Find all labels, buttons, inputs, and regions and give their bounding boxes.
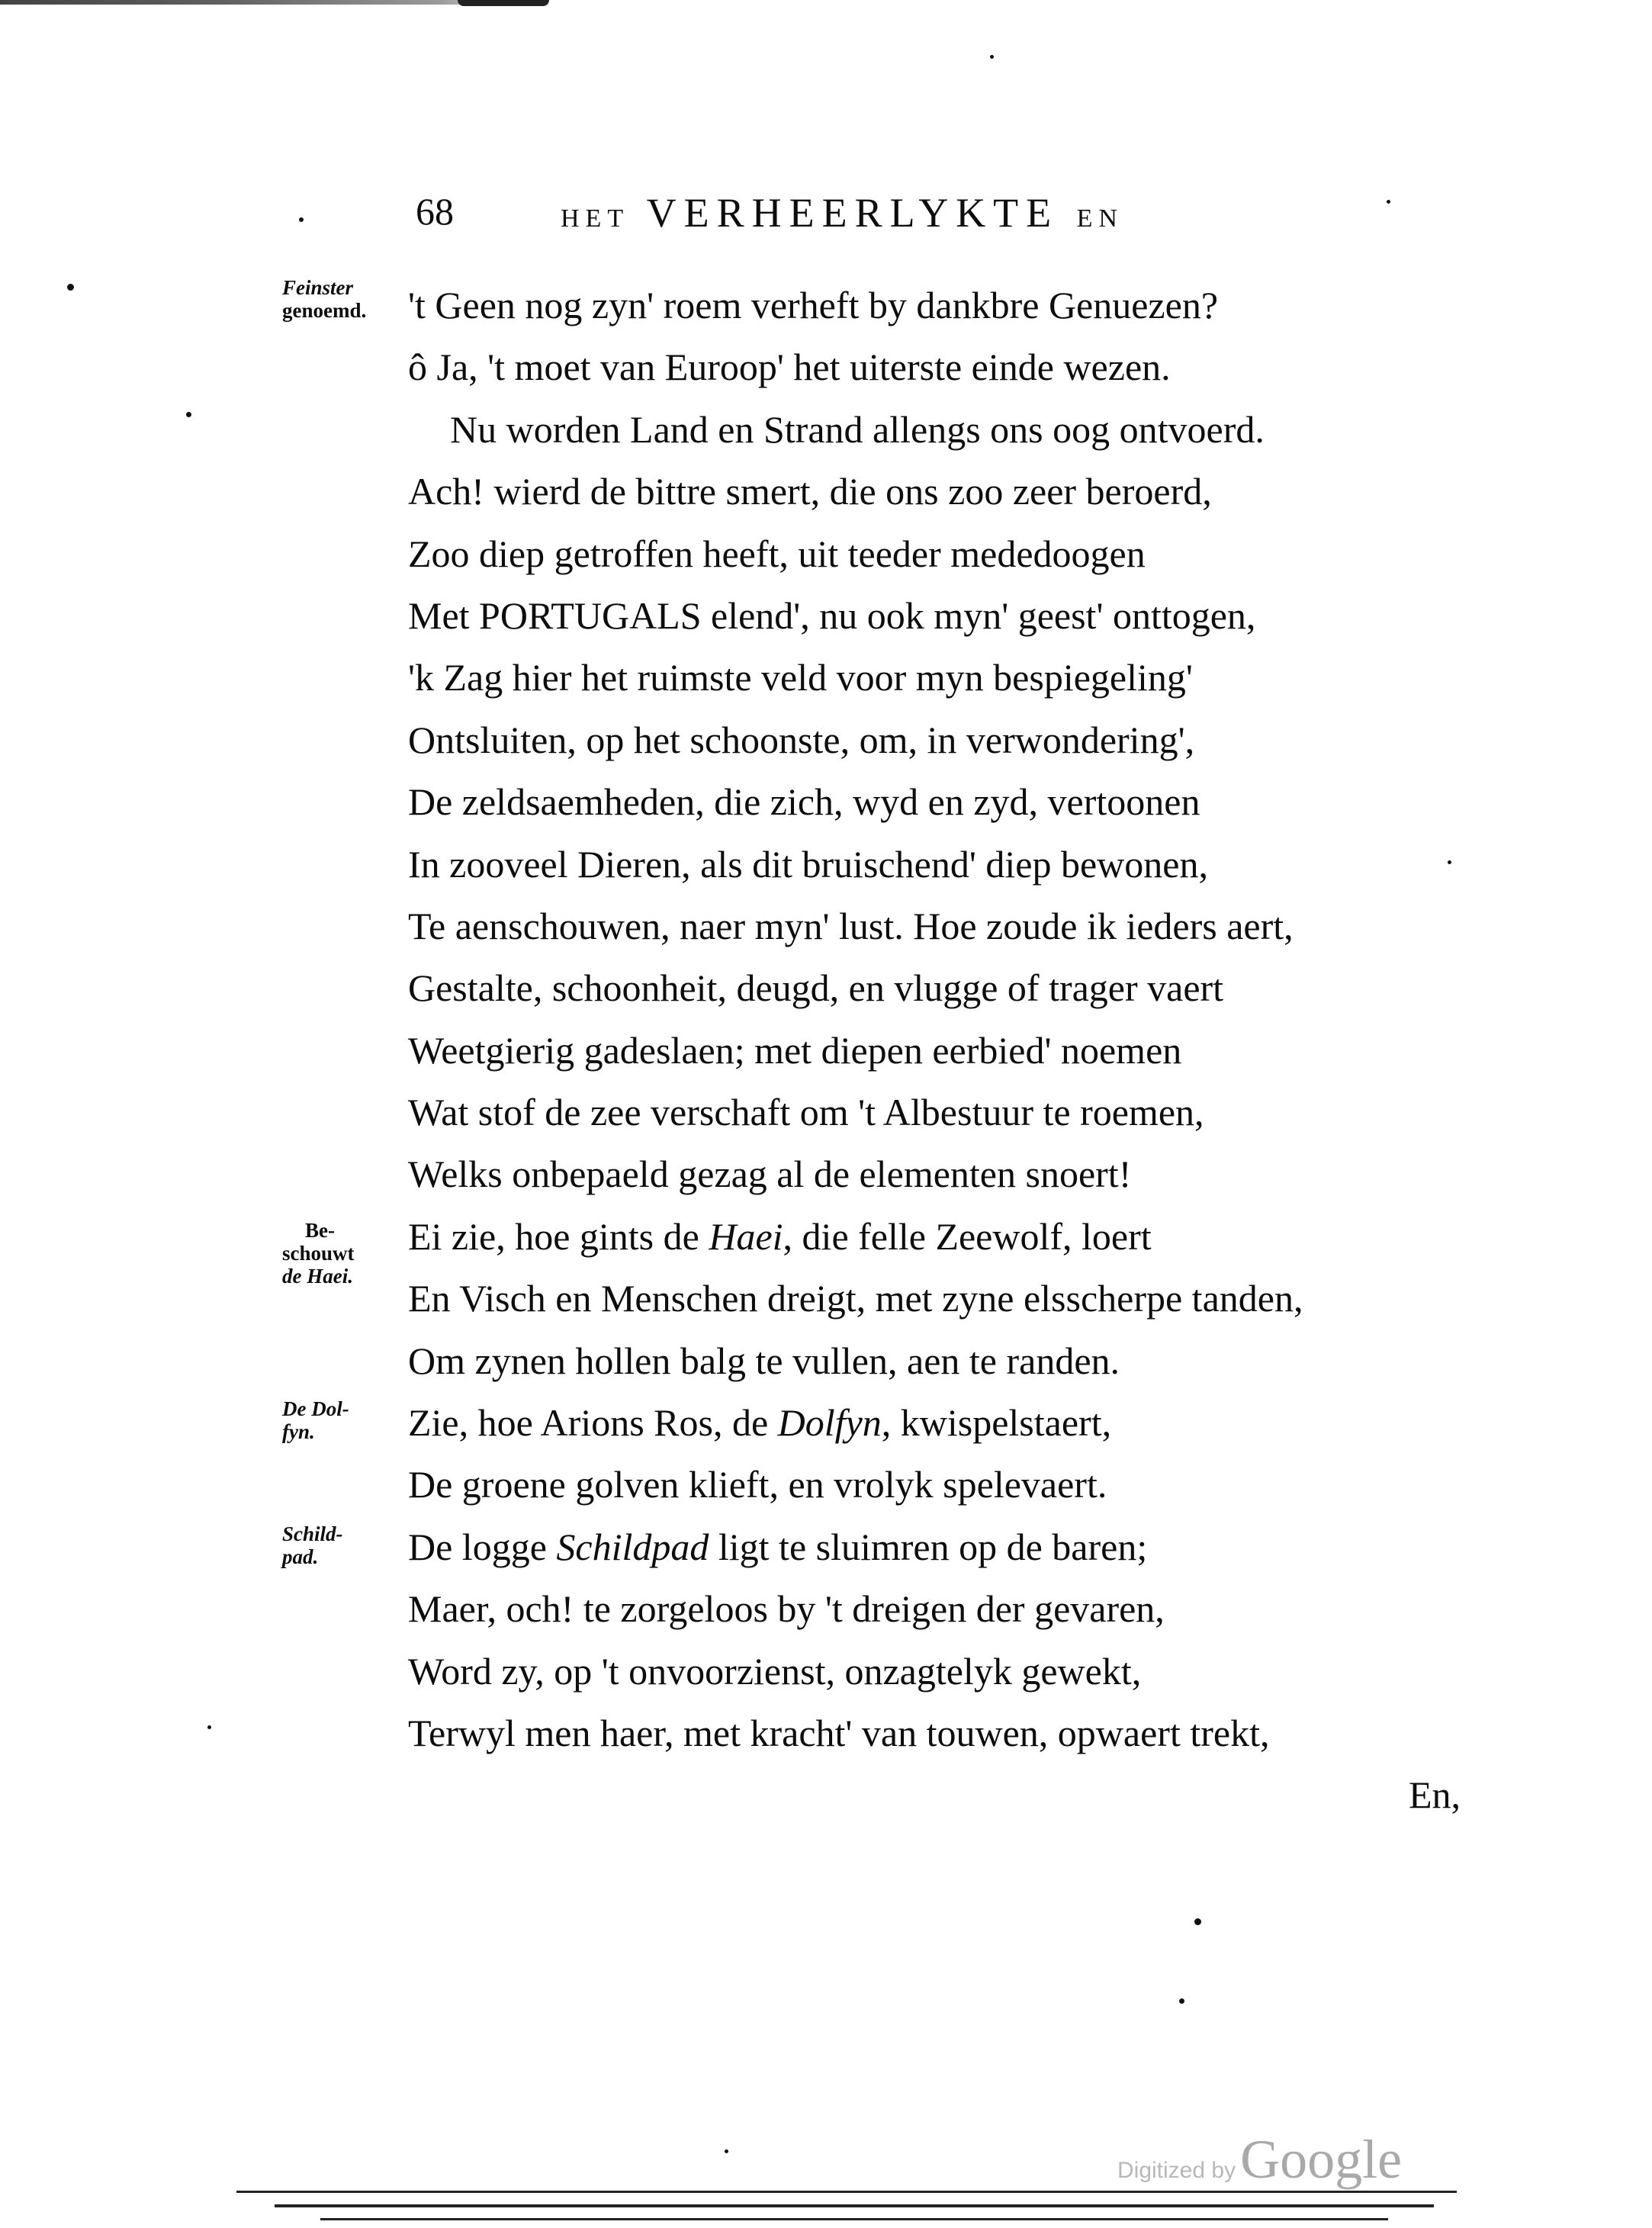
- marginal-note-line: Feinster: [282, 276, 354, 299]
- page-number: 68: [416, 190, 454, 233]
- scan-speck: [1194, 1918, 1201, 1925]
- marginal-note-haei: [282, 1219, 355, 1288]
- marginal-note-line: pad.: [282, 1545, 319, 1568]
- verse-text: De logge: [408, 1525, 557, 1568]
- verse-line: Weetgierig gadeslaen; met diepen eerbied' noemen: [408, 1028, 1182, 1072]
- verse-line: 'k Zag hier het ruimste veld voor myn bespiegeling': [408, 656, 1193, 699]
- scan-edge-bottom: [275, 2204, 1434, 2207]
- marginal-note-line: fyn.: [282, 1420, 315, 1443]
- verse-line: Word zy, op 't onvoorzienst, onzagtelyk gewekt,: [408, 1649, 1142, 1693]
- catchword: En,: [1408, 1773, 1461, 1817]
- scan-speck: [1448, 860, 1451, 864]
- verse-line: Ach! wierd de bittre smert, die ons zoo zeer beroerd,: [408, 470, 1212, 513]
- verse-text: Zie, hoe Arions Ros, de: [408, 1401, 778, 1445]
- verse-line: Te aenschouwen, naer myn' lust. Hoe zoude ik ieders aert,: [408, 904, 1294, 947]
- verse-line: Ontsluiten, op het schoonste, om, in verwondering',: [408, 718, 1195, 761]
- verse-line: Zoo diep getroffen heeft, uit teeder mededoogen: [408, 532, 1146, 575]
- verse-line: 't Geen nog zyn' roem verheft by dankbre Genuezen?: [408, 284, 1219, 326]
- marginal-note-line: schouwt: [282, 1242, 355, 1265]
- verse-line: Met PORTUGALS elend', nu ook myn' geest' onttogen,: [408, 593, 1256, 637]
- marginal-note-dolfyn: [282, 1397, 349, 1443]
- verse-line: Om zynen hollen balg te vullen, aen te randen.: [408, 1339, 1120, 1382]
- marginal-note-line: de Haei.: [282, 1265, 353, 1288]
- marginal-note-line: Be-: [305, 1219, 335, 1242]
- scan-speck: [299, 217, 304, 222]
- verse-line: [408, 1206, 1491, 1268]
- verse-text: , kwispelstaert,: [881, 1401, 1112, 1445]
- watermark-prefix: Digitized by: [1117, 2158, 1236, 2183]
- verse-line: Terwyl men haer, met kracht' van touwen, opwaert trekt,: [408, 1711, 1270, 1754]
- verse-line: ô Ja, 't moet van Euroop' het uiterste einde wezen.: [408, 346, 1171, 389]
- running-head-suffix: EN: [1076, 204, 1123, 233]
- verse-line: In zooveel Dieren, als dit bruischend' diep bewonen,: [408, 842, 1208, 886]
- scan-speck: [207, 1725, 211, 1729]
- verse-text: ligt te sluimren op de baren;: [709, 1525, 1148, 1568]
- verse-line: Maer, och! te zorgeloos by 't dreigen der gevaren,: [408, 1587, 1165, 1631]
- scan-speck: [1387, 200, 1390, 204]
- verse-italic: Haei: [709, 1214, 783, 1258]
- running-head-main: VERHEERLYKTE: [646, 190, 1059, 236]
- verse-line: Gestalte, schoonheit, deugd, en vlugge of trager vaert: [408, 966, 1224, 1010]
- verse-text: Ei zie, hoe gints de: [408, 1214, 709, 1258]
- marginal-note-line: Schild-: [282, 1522, 343, 1545]
- verse-line: Wat stof de zee verschaft om 't Albestuur te roemen,: [408, 1091, 1204, 1134]
- running-head-prefix: HET: [561, 204, 630, 233]
- marginal-note-line: De Dol-: [282, 1397, 349, 1420]
- marginal-note-feinster: [282, 276, 366, 322]
- verse-line: Nu worden Land en Strand allengs ons oog ontvoerd.: [450, 407, 1265, 451]
- scan-speck: [186, 412, 191, 417]
- running-head: [561, 189, 1123, 236]
- scan-speck: [1179, 1998, 1184, 2004]
- verse-line: [408, 1392, 1491, 1454]
- verse-text: , die felle Zeewolf, loert: [783, 1214, 1152, 1258]
- verse-italic: Dolfyn: [777, 1401, 882, 1445]
- marginal-note-schildpad: [282, 1522, 343, 1568]
- poem-text: [408, 275, 1491, 1827]
- verse-line: De zeldsaemheden, die zich, wyd en zyd, vertoonen: [408, 780, 1200, 824]
- scan-edge-mark: [458, 0, 549, 6]
- verse-line: Welks onbepaeld gezag al de elementen snoert!: [408, 1153, 1132, 1196]
- verse-line: [408, 1516, 1491, 1578]
- verse-line: De groene golven klieft, en vrolyk spelevaert.: [408, 1463, 1107, 1506]
- scan-edge-bottom: [236, 2191, 1457, 2193]
- google-logo: Google: [1240, 2129, 1403, 2190]
- digitized-watermark: [1117, 2128, 1402, 2191]
- scan-edge-bottom: [320, 2218, 1388, 2220]
- scan-speck: [67, 284, 74, 291]
- scan-speck: [725, 2149, 728, 2153]
- verse-line: En Visch en Menschen dreigt, met zyne elsscherpe tanden,: [408, 1277, 1303, 1320]
- page-header: [416, 189, 1316, 243]
- verse-italic: Schildpad: [556, 1525, 709, 1568]
- scan-speck: [990, 55, 994, 59]
- marginal-note-line: genoemd.: [282, 299, 367, 322]
